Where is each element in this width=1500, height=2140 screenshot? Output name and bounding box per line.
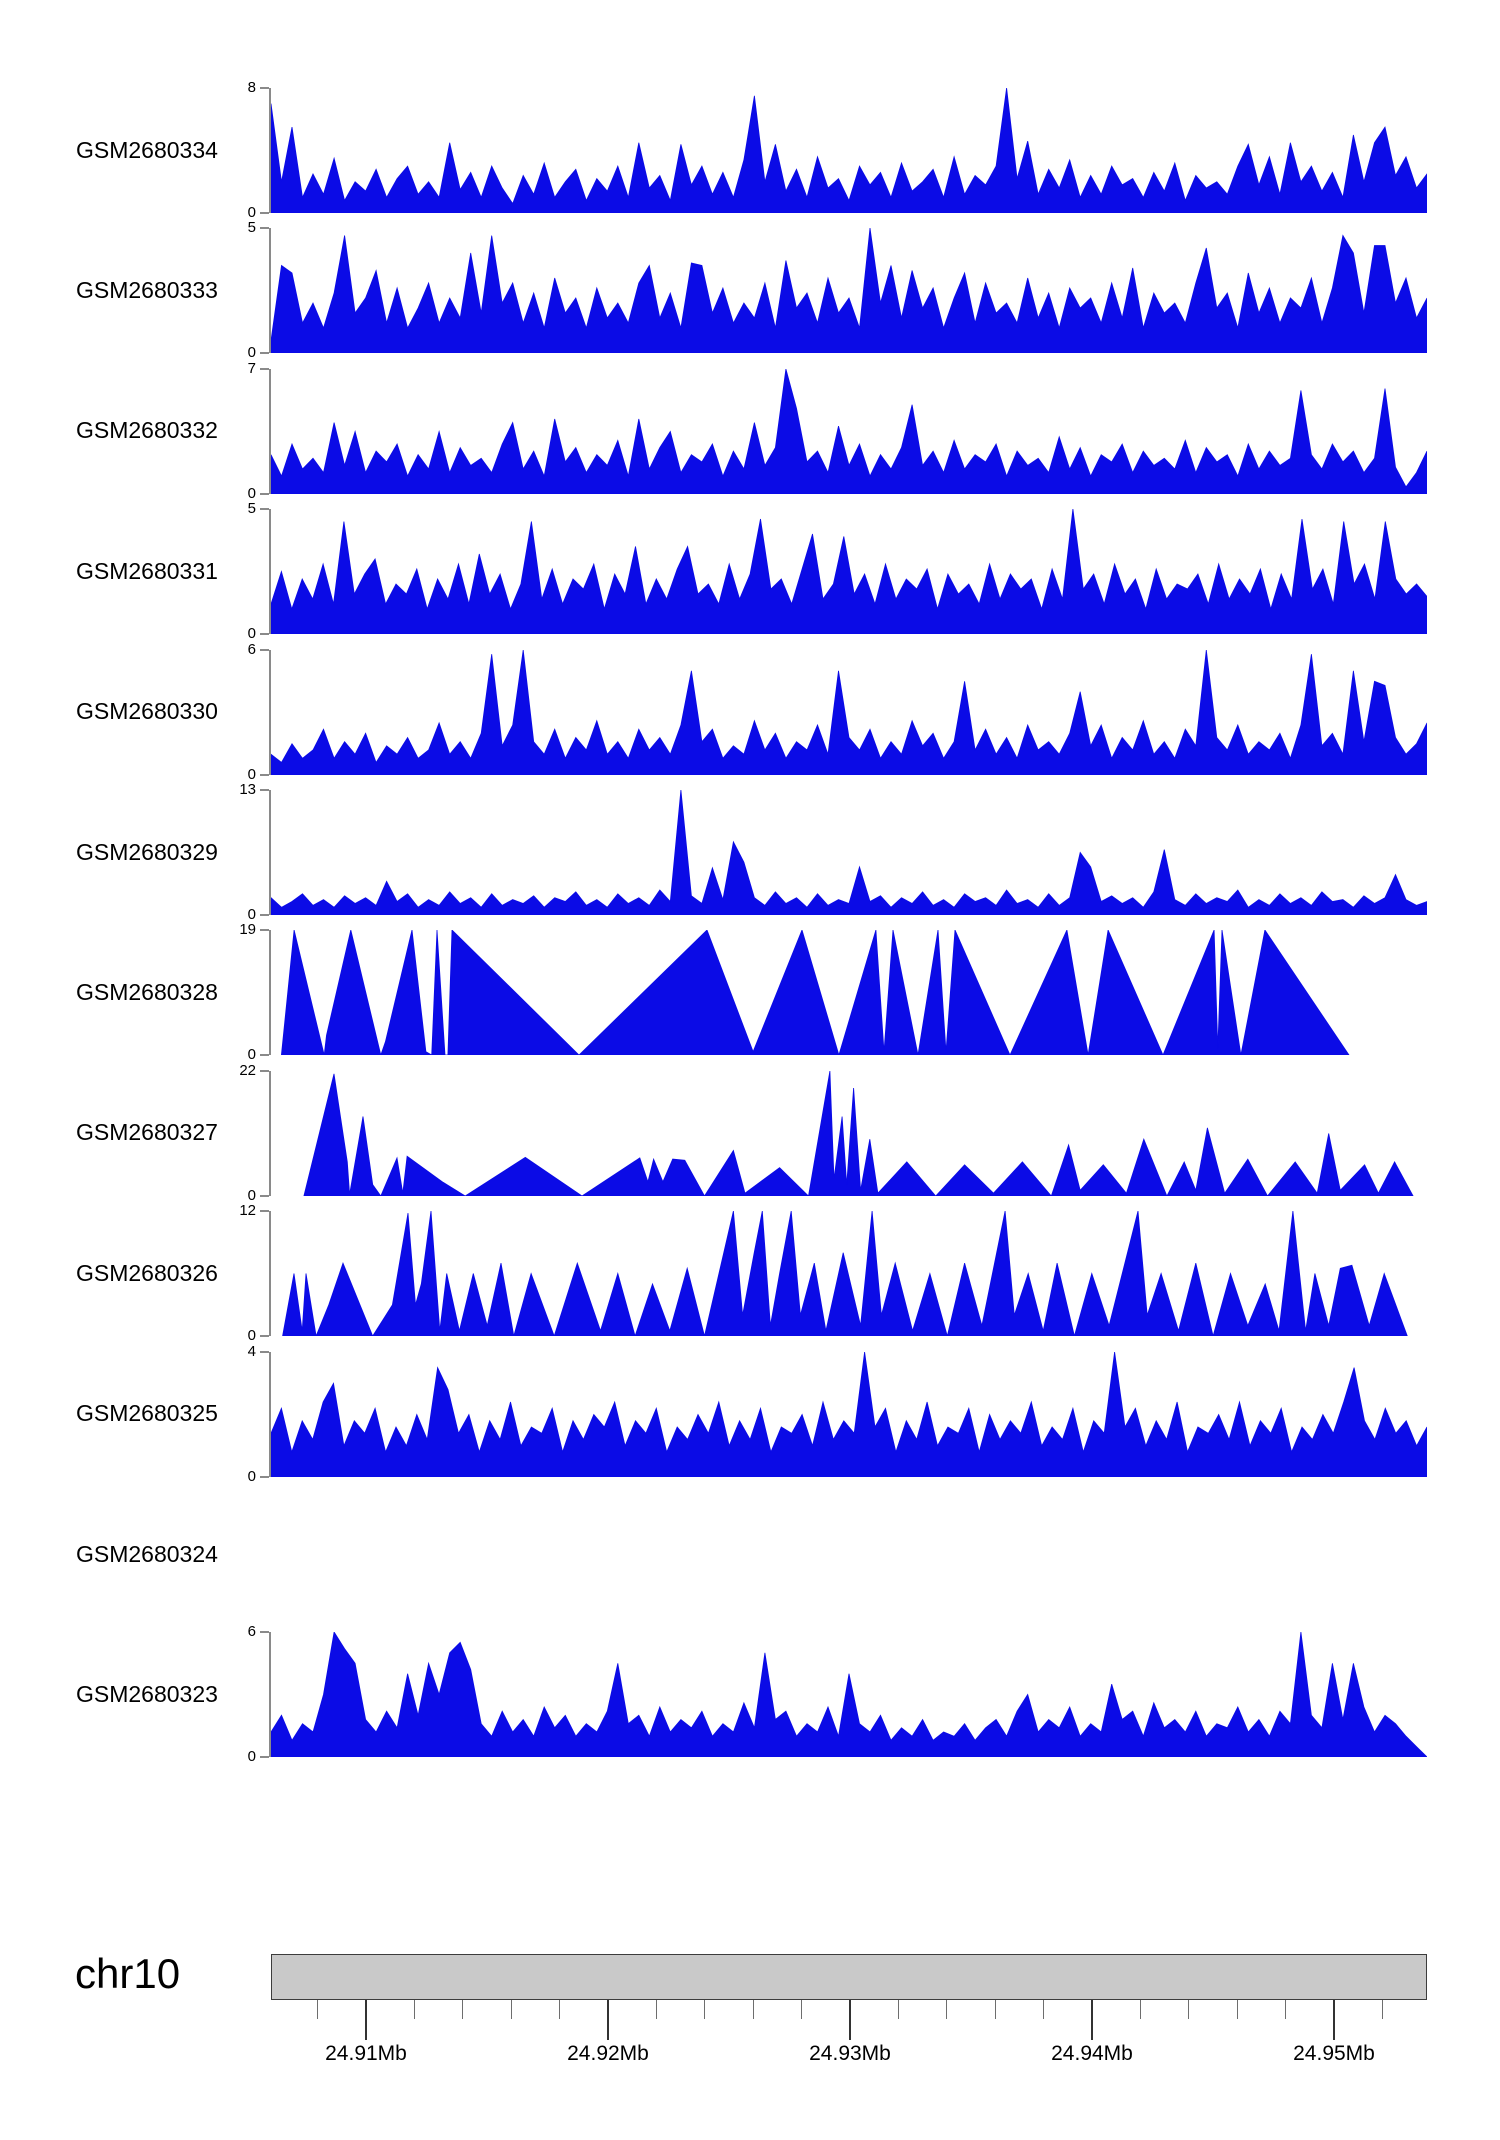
y-axis-value: 0	[247, 625, 256, 643]
data-track-GSM2680334	[0, 79, 1500, 221]
y-axis-tick	[260, 1756, 269, 1758]
data-track-GSM2680330	[0, 640, 1500, 783]
ruler-major-tick	[1333, 2000, 1335, 2040]
y-axis-value: 4	[247, 1342, 256, 1360]
ruler-tick-label: 24.91Mb	[325, 2042, 407, 2065]
coverage-polygon	[271, 228, 1427, 353]
y-axis-value: 5	[247, 500, 256, 518]
y-axis-value: 0	[247, 344, 256, 362]
y-axis-value: 0	[247, 906, 256, 923]
coverage-area-GSM2680325	[271, 1352, 1427, 1477]
y-axis-value: 0	[247, 1327, 256, 1345]
y-axis-value: 22	[239, 1061, 256, 1079]
coverage-area-GSM2680323	[271, 1632, 1427, 1757]
y-axis-tick	[260, 1054, 269, 1056]
y-axis-value: 0	[247, 1467, 256, 1485]
ruler-minor-tick	[1382, 2000, 1383, 2019]
coverage-area-GSM2680326	[271, 1211, 1427, 1336]
y-axis-tick	[260, 1335, 269, 1337]
coverage-area-GSM2680330	[271, 650, 1427, 775]
chromosome-bar	[271, 1954, 1427, 2000]
ruler-minor-tick	[704, 2000, 705, 2019]
y-axis-tick	[260, 789, 269, 791]
data-track-GSM2680331	[0, 500, 1500, 643]
coverage-area-GSM2680328	[271, 930, 1427, 1055]
y-axis-value: 0	[247, 765, 256, 783]
coverage-polygon	[271, 509, 1427, 634]
track-label: GSM2680331	[76, 557, 218, 584]
ruler-minor-tick	[946, 2000, 947, 2019]
y-axis-value: 6	[247, 640, 256, 658]
data-track-GSM2680327	[0, 1061, 1500, 1204]
track-label: GSM2680326	[76, 1259, 218, 1286]
ruler-minor-tick	[462, 2000, 463, 2019]
coverage-area-GSM2680333	[271, 228, 1427, 353]
track-label: GSM2680327	[76, 1119, 218, 1146]
y-axis-value: 0	[247, 204, 256, 221]
track-label: GSM2680330	[76, 698, 218, 725]
data-track-GSM2680332	[0, 359, 1500, 502]
track-label: GSM2680334	[76, 136, 218, 163]
y-axis-tick	[260, 929, 269, 931]
chromosome-label: chr10	[75, 1950, 181, 1997]
y-axis-tick	[260, 633, 269, 635]
ruler-minor-tick	[1140, 2000, 1141, 2019]
y-axis-tick	[260, 1631, 269, 1633]
coverage-area-GSM2680334	[271, 88, 1427, 213]
y-axis-tick	[260, 1351, 269, 1353]
ruler-tick-label: 24.94Mb	[1051, 2042, 1133, 2065]
data-track-GSM2680328	[0, 921, 1500, 1064]
coverage-polygon	[283, 1211, 1408, 1336]
y-axis-tick	[260, 649, 269, 651]
ruler-minor-tick	[1237, 2000, 1238, 2019]
y-axis-value: 0	[247, 484, 256, 502]
y-axis-value: 5	[247, 219, 256, 237]
y-axis-tick	[260, 1070, 269, 1072]
data-track-GSM2680324	[0, 1492, 1500, 1617]
y-axis-tick	[260, 493, 269, 495]
y-axis-tick	[260, 1195, 269, 1197]
ruler-minor-tick	[1188, 2000, 1189, 2019]
y-axis-value: 6	[247, 1623, 256, 1641]
ruler-major-tick	[849, 2000, 851, 2040]
coverage-polygon	[271, 1632, 1427, 1757]
ruler-minor-tick	[656, 2000, 657, 2019]
ruler-minor-tick	[898, 2000, 899, 2019]
coverage-polygon	[271, 650, 1427, 775]
ruler-minor-tick	[753, 2000, 754, 2019]
y-axis-value: 13	[239, 781, 256, 798]
ruler-tick-label: 24.95Mb	[1293, 2042, 1375, 2065]
data-track-GSM2680323	[0, 1623, 1500, 1766]
track-label: GSM2680332	[76, 417, 218, 444]
ruler-minor-tick	[801, 2000, 802, 2019]
track-label: GSM2680323	[76, 1680, 218, 1707]
coverage-area-GSM2680327	[271, 1071, 1427, 1196]
ruler-minor-tick	[559, 2000, 560, 2019]
y-axis-value: 0	[247, 1748, 256, 1766]
ruler-minor-tick	[414, 2000, 415, 2019]
coverage-area-GSM2680331	[271, 509, 1427, 634]
coverage-area-GSM2680329	[271, 790, 1427, 915]
ruler-tick-label: 24.93Mb	[809, 2042, 891, 2065]
ruler-minor-tick	[1043, 2000, 1044, 2019]
ruler-minor-tick	[1285, 2000, 1286, 2019]
ruler-major-tick	[365, 2000, 367, 2040]
ruler-minor-tick	[317, 2000, 318, 2019]
coverage-polygon	[271, 790, 1427, 915]
coverage-polygon	[271, 1352, 1427, 1477]
y-axis-value: 8	[247, 79, 256, 96]
coverage-polygon	[281, 930, 1349, 1055]
coverage-polygon	[271, 88, 1427, 213]
y-axis-tick	[260, 1210, 269, 1212]
data-track-GSM2680325	[0, 1342, 1500, 1485]
track-label: GSM2680329	[76, 838, 218, 865]
y-axis-value: 0	[247, 1186, 256, 1204]
y-axis-tick	[260, 914, 269, 916]
data-track-GSM2680329	[0, 781, 1500, 923]
track-label: GSM2680324	[76, 1540, 218, 1567]
y-axis-tick	[260, 774, 269, 776]
ruler-tick-label: 24.92Mb	[567, 2042, 649, 2065]
y-axis-tick	[260, 508, 269, 510]
y-axis-value: 12	[239, 1202, 256, 1220]
ruler-major-tick	[1091, 2000, 1093, 2040]
track-label: GSM2680333	[76, 276, 218, 303]
y-axis-value: 19	[239, 921, 256, 939]
y-axis-tick	[260, 87, 269, 89]
track-label: GSM2680325	[76, 1400, 218, 1427]
track-label: GSM2680328	[76, 978, 218, 1005]
y-axis-tick	[260, 1476, 269, 1478]
ruler-minor-tick	[995, 2000, 996, 2019]
coverage-polygon	[304, 1071, 1413, 1196]
y-axis-tick	[260, 212, 269, 214]
data-track-GSM2680326	[0, 1202, 1500, 1345]
ruler-minor-tick	[511, 2000, 512, 2019]
y-axis-value: 0	[247, 1046, 256, 1064]
ruler-major-tick	[607, 2000, 609, 2040]
y-axis-tick	[260, 352, 269, 354]
coverage-area-GSM2680332	[271, 369, 1427, 494]
y-axis-value: 7	[247, 359, 256, 377]
data-track-GSM2680333	[0, 219, 1500, 362]
coverage-polygon	[271, 369, 1427, 494]
y-axis-tick	[260, 227, 269, 229]
y-axis-tick	[260, 368, 269, 370]
